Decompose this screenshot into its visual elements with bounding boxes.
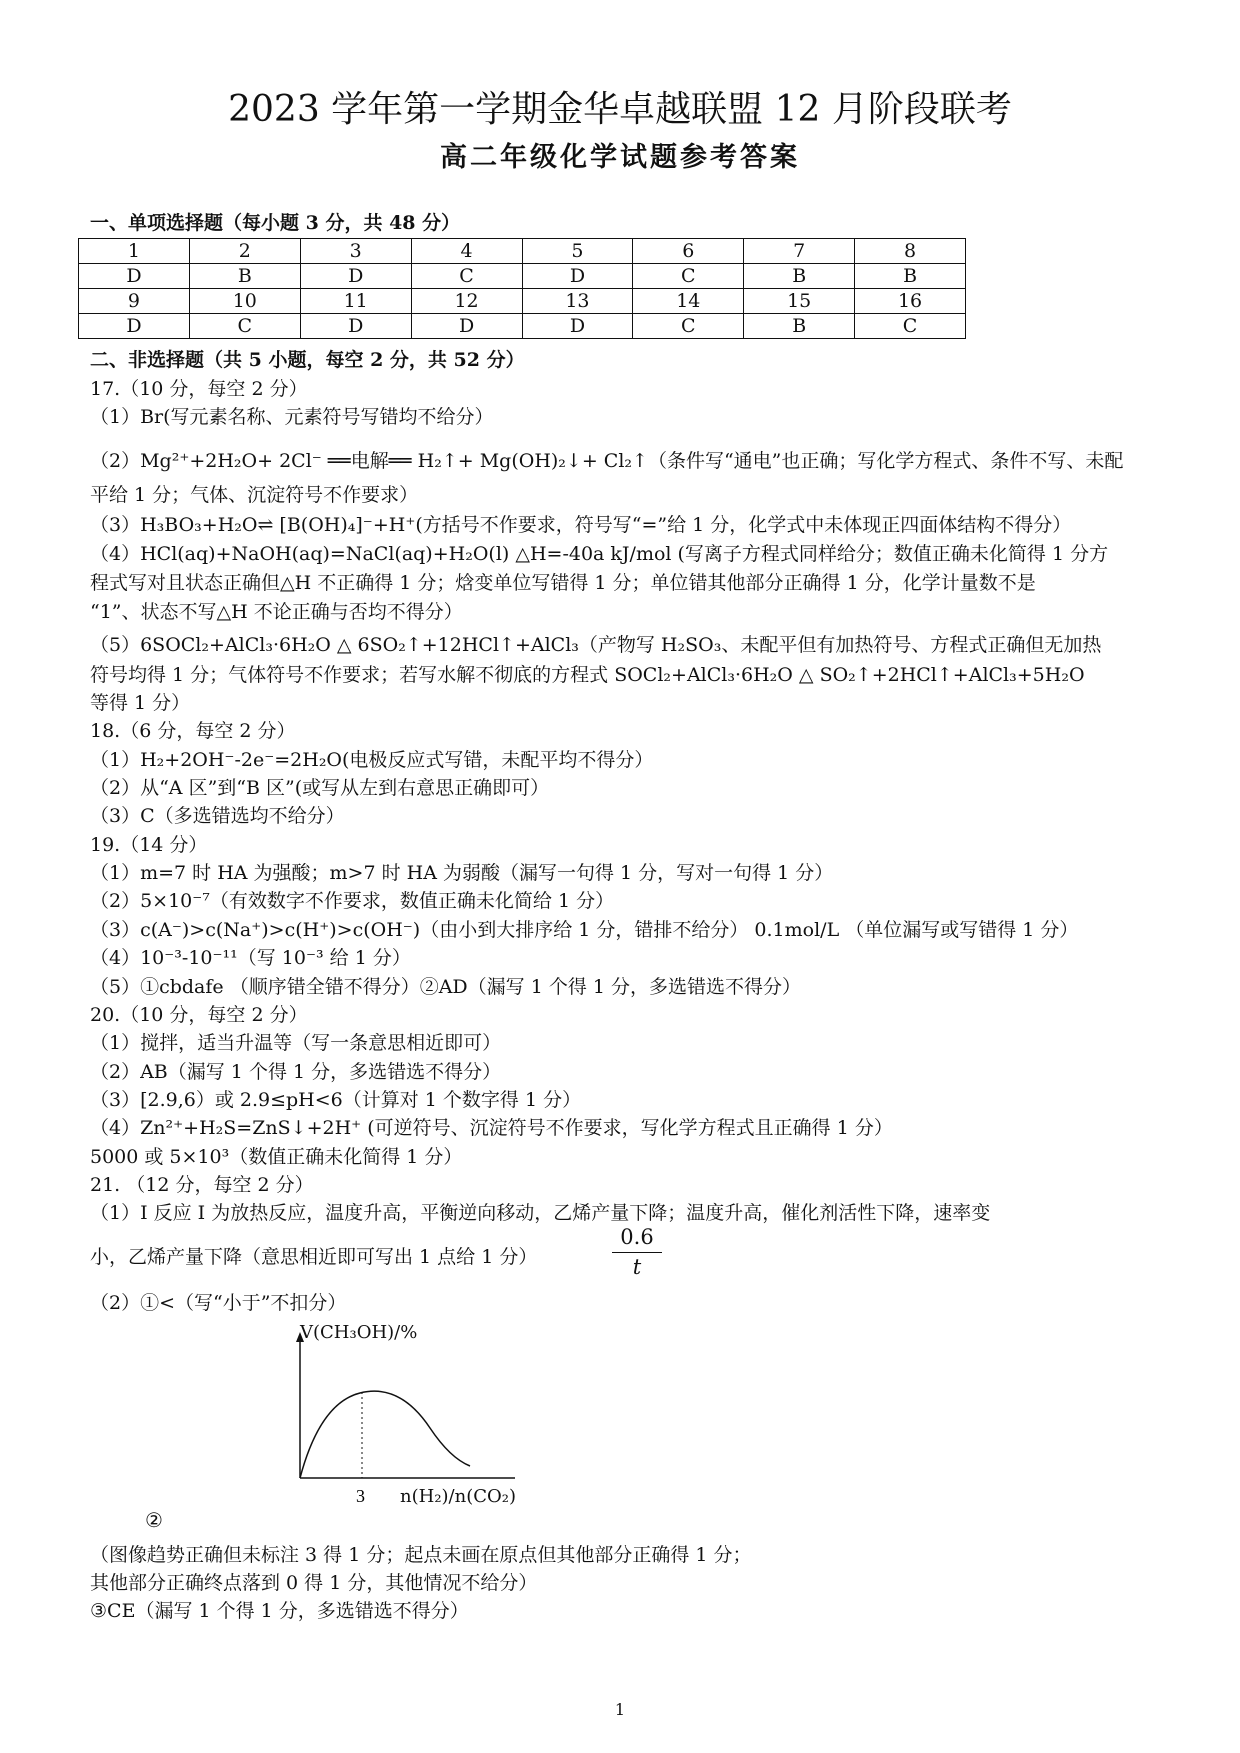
text-line: （2）从“A 区”到“B 区”(或写从左到右意思正确即可） (90, 777, 550, 799)
table-cell: 16 (855, 289, 966, 314)
table-cell: 6 (633, 239, 744, 264)
page-number: 1 (614, 1700, 626, 1719)
table-cell: C (411, 264, 522, 289)
text-line: 18.（6 分，每空 2 分） (90, 720, 296, 742)
text-line: 其他部分正确终点落到 0 得 1 分，其他情况不给分） (90, 1572, 538, 1594)
table-cell: C (855, 314, 966, 339)
text-line: （4）10⁻³-10⁻¹¹（写 10⁻³ 给 1 分） (90, 947, 411, 969)
table-cell: 10 (189, 289, 300, 314)
table-cell: B (744, 264, 855, 289)
text-line: “1”、状态不写△H 不论正确与否均不得分） (90, 601, 463, 623)
curve (300, 1391, 470, 1478)
table-cell: D (522, 314, 633, 339)
table-row (79, 264, 966, 289)
table-row (79, 314, 966, 339)
table-cell: 15 (744, 289, 855, 314)
text-line: 17.（10 分，每空 2 分） (90, 378, 308, 400)
text-line: （2）5×10⁻⁷（有效数字不作要求，数值正确未化简给 1 分） (90, 890, 615, 912)
table-cell: D (411, 314, 522, 339)
text-line: （4）HCl(aq)+NaOH(aq)=NaCl(aq)+H₂O(l) △H=-40a kJ/mol (写离子方程式同样给分；数值正确未化简得 1 分方 (90, 543, 1109, 565)
table-cell: 13 (522, 289, 633, 314)
table-cell: 1 (79, 239, 190, 264)
table-cell: C (189, 314, 300, 339)
text-line: 20.（10 分，每空 2 分） (90, 1004, 308, 1026)
section2-heading: 二、非选择题（共 5 小题，每空 2 分，共 52 分） (90, 349, 525, 371)
text-line: （5）①cbdafe （顺序错全错不得分）②AD（漏写 1 个得 1 分，多选错选不得分） (90, 976, 801, 998)
table-cell: D (79, 264, 190, 289)
table-cell: 14 (633, 289, 744, 314)
table-cell: B (189, 264, 300, 289)
table-cell: 2 (189, 239, 300, 264)
text-line: （1）搅拌，适当升温等（写一条意思相近即可） (90, 1032, 502, 1054)
page-title: 2023 学年第一学期金华卓越联盟 12 月阶段联考 (228, 89, 1012, 130)
text-line: （5）6SOCl₂+AlCl₃·6H₂O △ 6SO₂↑+12HCl↑+AlCl₃（产物写 H₂SO₃、未配平但有加热符号、方程式正确但无加热 (90, 634, 1102, 656)
text-line: ③CE（漏写 1 个得 1 分，多选错选不得分） (90, 1600, 469, 1622)
table-cell: 7 (744, 239, 855, 264)
text-line: （3）C（多选错选均不给分） (90, 805, 345, 827)
table-cell: 4 (411, 239, 522, 264)
text-line: 平给 1 分；气体、沉淀符号不作要求） (90, 484, 419, 506)
text-line: （1）H₂+2OH⁻-2e⁻=2H₂O(电极反应式写错，未配平均不得分） (90, 749, 654, 771)
circled-two: ② (145, 1508, 163, 1532)
text-line: （3）[2.9,6）或 2.9≤pH<6（计算对 1 个数字得 1 分） (90, 1089, 582, 1111)
text-line: （1）m=7 时 HA 为强酸；m>7 时 HA 为弱酸（漏写一句得 1 分，写对一句得 1 分） (90, 862, 834, 884)
table-cell: D (300, 314, 411, 339)
text-line: （2）①<（写“小于”不扣分） (90, 1292, 347, 1314)
text-line: 5000 或 5×10³（数值正确未化简得 1 分） (90, 1146, 463, 1168)
text-line: （图像趋势正确但未标注 3 得 1 分；起点未画在原点但其他部分正确得 1 分； (90, 1544, 752, 1566)
graph-ylabel: V(CH₃OH)/% (300, 1322, 418, 1343)
table-cell: B (744, 314, 855, 339)
text-line: （2）Mg²⁺+2H₂O+ 2Cl⁻ ══电解══ H₂↑+ Mg(OH)₂↓+ Cl₂↑（条件写“通电”也正确；写化学方程式、条件不写、未配 (90, 450, 1124, 472)
table-cell: 11 (300, 289, 411, 314)
section1-heading: 一、单项选择题（每小题 3 分，共 48 分） (90, 212, 461, 234)
text-line: 小，乙烯产量下降（意思相近即可写出 1 点给 1 分） (90, 1246, 538, 1268)
fraction-denominator: t (632, 1255, 642, 1279)
text-line: （4）Zn²⁺+H₂S=ZnS↓+2H⁺ (可逆符号、沉淀符号不作要求，写化学方程式且正确得 1 分） (90, 1117, 893, 1139)
table-cell: C (633, 264, 744, 289)
fraction (612, 1222, 662, 1281)
table-cell: 9 (79, 289, 190, 314)
page-subtitle: 高二年级化学试题参考答案 (440, 142, 800, 173)
table-cell: C (633, 314, 744, 339)
text-line: （1）I 反应 I 为放热反应，温度升高，平衡逆向移动，乙烯产量下降；温度升高，催化剂活性下降，速率变 (90, 1202, 991, 1224)
table-cell: 3 (300, 239, 411, 264)
table-row (79, 289, 966, 314)
table-cell: D (79, 314, 190, 339)
table-cell: D (522, 264, 633, 289)
text-line: 程式写对且状态正确但△H 不正确得 1 分；焓变单位写错得 1 分；单位错其他部分正确得 1 分，化学计量数不是 (90, 572, 1036, 594)
table-cell: D (300, 264, 411, 289)
table-cell: B (855, 264, 966, 289)
text-line: （1）Br(写元素名称、元素符号写错均不给分） (90, 406, 494, 428)
text-line: （3）H₃BO₃+H₂O⇌ [B(OH)₄]⁻+H⁺(方括号不作要求，符号写“=”给 1 分，化学式中未体现正四面体结构不得分） (90, 514, 1072, 536)
table-cell: 12 (411, 289, 522, 314)
table-cell: 8 (855, 239, 966, 264)
text-line: 符号均得 1 分；气体符号不作要求；若写水解不彻底的方程式 SOCl₂+AlCl₃·6H₂O △ SO₂↑+2HCl↑+AlCl₃+5H₂O (90, 664, 1085, 686)
graph-xlabel: n(H₂)/n(CO₂) (400, 1486, 516, 1507)
fraction-numerator: 0.6 (612, 1222, 662, 1253)
text-line: （3）c(A⁻)>c(Na⁺)>c(H⁺)>c(OH⁻)（由小到大排序给 1 分，错排不给分） 0.1mol/L （单位漏写或写错得 1 分） (90, 919, 1079, 941)
text-line: （2）AB（漏写 1 个得 1 分，多选错选不得分） (90, 1061, 502, 1083)
text-line: 19.（14 分） (90, 834, 208, 856)
text-line: 等得 1 分） (90, 692, 191, 714)
text-line: 21. （12 分，每空 2 分） (90, 1174, 314, 1196)
peak-label: 3 (356, 1486, 365, 1506)
answer-table (78, 238, 966, 339)
table-cell: 5 (522, 239, 633, 264)
table-row (79, 239, 966, 264)
